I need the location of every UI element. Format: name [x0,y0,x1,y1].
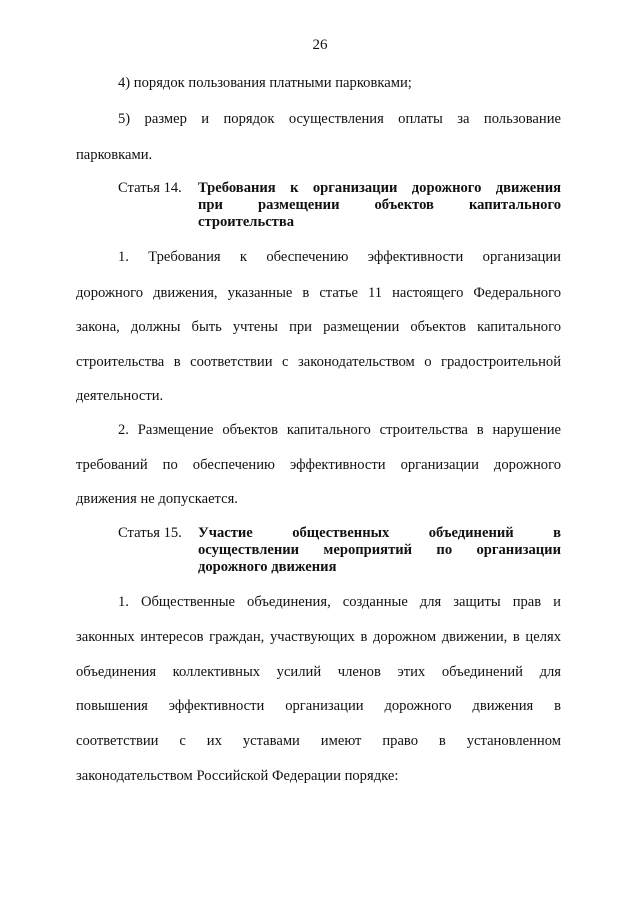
page-number: 26 [312,37,328,53]
article-14-p1-line-5: деятельности. [76,388,164,404]
article-15-p1-line-6: законодательством Российской Федерации порядке: [76,768,399,784]
article-15-p1-line-4: повышения эффективности организации дорожного движения в [76,698,561,714]
article-15-title-line-1: Участие общественных объединений в [198,525,561,541]
article-14-title-line-3: строительства [198,214,295,230]
article-15-p1-line-1: 1. Общественные объединения, созданные для защиты прав и [118,594,561,610]
list-item-4: 4) порядок пользования платными парковками; [118,75,412,91]
article-14-p2-line-3: движения не допускается. [76,491,238,507]
article-15-p1-line-3: объединения коллективных усилий членов этих объединений для [76,664,561,680]
article-15-p1-line-5: соответствии с их уставами имеют право в установленном [76,733,561,749]
article-15-title-line-3: дорожного движения [198,559,337,575]
article-14-p1-line-1: 1. Требования к обеспечению эффективности организации [118,249,561,265]
article-15-label: Статья 15. [118,525,182,541]
article-15-title-line-2: осуществлении мероприятий по организации [198,542,561,558]
article-15-p1-line-2: законных интересов граждан, участвующих в дорожном движении, в целях [76,629,561,645]
article-14-p1-line-4: строительства в соответствии с законодательством о градостроительной [76,354,561,370]
list-item-5-line-1: 5) размер и порядок осуществления оплаты за пользование [118,111,561,127]
article-14-label: Статья 14. [118,180,182,196]
article-14-p2-line-1: 2. Размещение объектов капитального строительства в нарушение [118,422,561,438]
list-item-5-line-2: парковками. [76,147,153,163]
article-14-p1-line-2: дорожного движения, указанные в статье 11 настоящего Федерального [76,285,561,301]
article-14-title-line-1: Требования к организации дорожного движения [198,180,561,196]
article-14-p1-line-3: закона, должны быть учтены при размещении объектов капитального [76,319,561,335]
article-14-p2-line-2: требований по обеспечению эффективности организации дорожного [76,457,561,473]
article-14-title-line-2: при размещении объектов капитального [198,197,561,213]
